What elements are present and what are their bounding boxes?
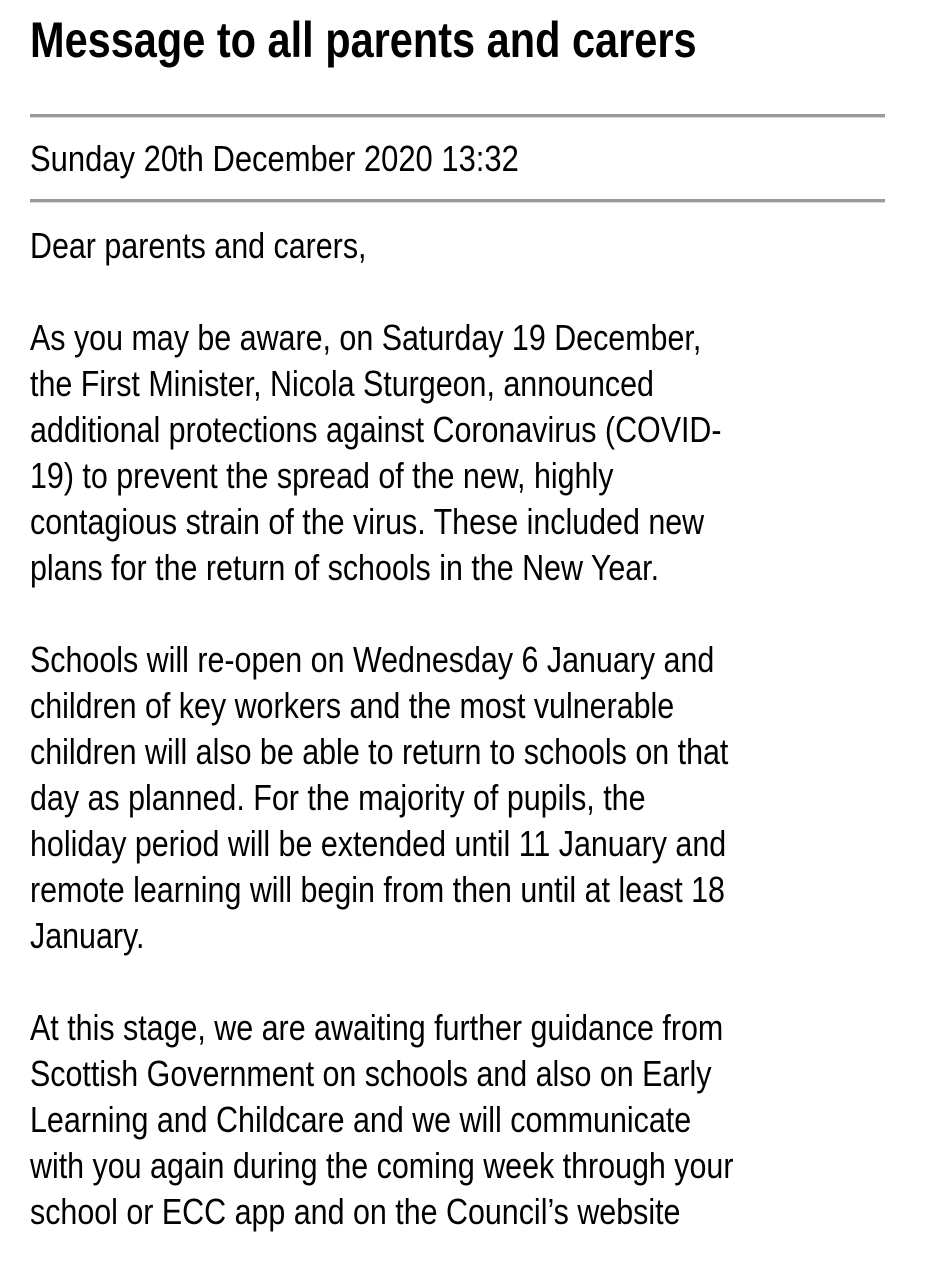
paragraph-line: school or ECC app and on the Council’s website xyxy=(30,1191,681,1232)
paragraph-line: 19) to prevent the spread of the new, highly xyxy=(30,455,614,496)
paragraph xyxy=(30,1005,926,1235)
paragraph-line: with you again during the coming week through your xyxy=(30,1145,734,1186)
greeting-text: Dear parents and carers, xyxy=(30,225,367,266)
greeting xyxy=(30,223,926,269)
paragraph-line: January. xyxy=(30,915,145,956)
paragraph-line: day as planned. For the majority of pupils, the xyxy=(30,777,646,818)
paragraph-line: Schools will re-open on Wednesday 6 January and xyxy=(30,639,715,680)
divider xyxy=(30,199,885,203)
paragraph-line: contagious strain of the virus. These included new xyxy=(30,501,705,542)
message-body xyxy=(30,223,926,1281)
paragraph xyxy=(30,637,926,959)
page-title: Message to all parents and carers xyxy=(30,12,697,68)
divider xyxy=(30,114,885,118)
paragraph-line: children will also be able to return to schools on that xyxy=(30,731,729,772)
paragraph-line: At this stage, we are awaiting further guidance from xyxy=(30,1007,724,1048)
paragraph-line: holiday period will be extended until 11 January and xyxy=(30,823,727,864)
paragraph-line: plans for the return of schools in the New Year. xyxy=(30,547,660,588)
paragraph-line: Scottish Government on schools and also on Early xyxy=(30,1053,712,1094)
paragraph-line: children of key workers and the most vulnerable xyxy=(30,685,675,726)
paragraph-line: Learning and Childcare and we will communicate xyxy=(30,1099,692,1140)
paragraph-line: As you may be aware, on Saturday 19 December, xyxy=(30,317,702,358)
paragraph xyxy=(30,315,926,591)
paragraph-line: the First Minister, Nicola Sturgeon, announced xyxy=(30,363,654,404)
paragraph-line: remote learning will begin from then until at least 18 xyxy=(30,869,725,910)
paragraph-line: additional protections against Coronavirus (COVID- xyxy=(30,409,722,450)
message-date: Sunday 20th December 2020 13:32 xyxy=(30,138,519,179)
